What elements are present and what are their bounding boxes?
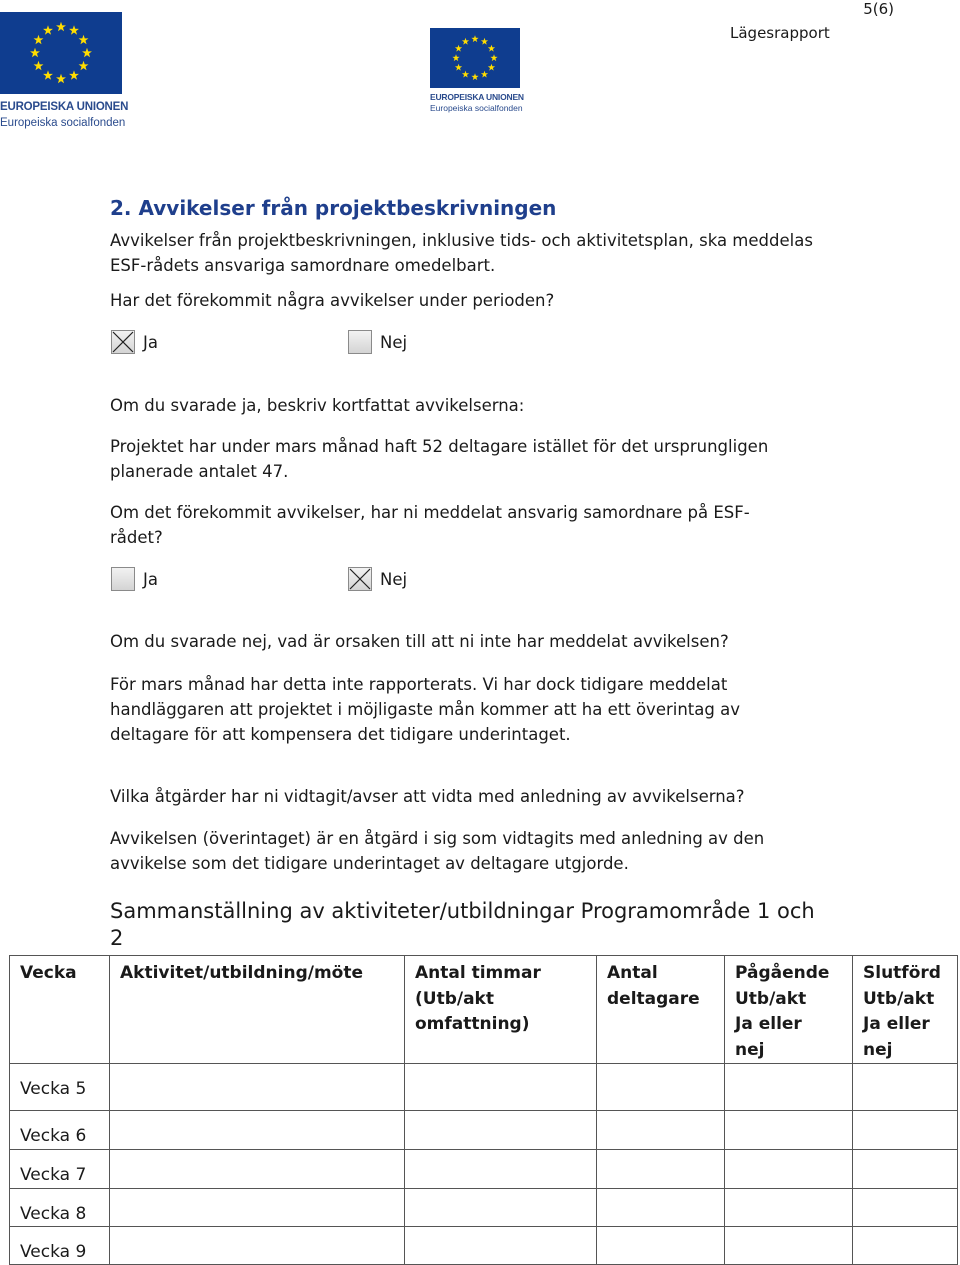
cell-vecka: Vecka 7 — [10, 1150, 110, 1189]
eu-star-icon — [34, 61, 44, 70]
eu-star-icon — [56, 74, 66, 83]
eu-stars-icon — [0, 12, 122, 94]
eu-star-icon — [69, 25, 79, 34]
question-measures: Vilka åtgärder har ni vidtagit/avser att vidta med anledning av avvikelserna? — [110, 787, 745, 806]
checkmark-x-icon — [349, 568, 371, 590]
eu-star-icon — [462, 71, 469, 78]
logo-text-esf: Europeiska socialfonden — [0, 116, 126, 129]
cell-slutford[interactable] — [853, 1150, 958, 1189]
cell-pagaende[interactable] — [725, 1227, 853, 1265]
cell-pagaende[interactable] — [725, 1189, 853, 1227]
question-notified-line-2: rådet? — [110, 528, 163, 547]
table-row — [10, 1111, 958, 1150]
cell-antal-deltagare[interactable] — [597, 1189, 725, 1227]
table-row — [10, 1227, 958, 1265]
summary-title-line-1: Sammanställning av aktiviteter/utbildningar Programområde 1 och — [110, 899, 815, 923]
cell-antal-timmar[interactable] — [405, 1189, 597, 1227]
logo-text-esf: Europeiska socialfonden — [430, 102, 523, 113]
cell-antal-deltagare[interactable] — [597, 1064, 725, 1111]
answer-measures-line-1: Avvikelsen (överintaget) är en åtgärd i sig som vidtagits med anledning av den — [110, 829, 765, 848]
answer-reason-line-3: deltagare för att kompensera det tidigare underintaget. — [110, 725, 571, 744]
eu-star-icon — [82, 48, 92, 57]
cell-antal-timmar[interactable] — [405, 1227, 597, 1265]
checkbox-label-nej: Nej — [380, 333, 408, 352]
eu-flag-icon — [430, 28, 520, 88]
eu-star-icon — [79, 35, 89, 44]
eu-star-icon — [30, 48, 40, 57]
cell-pagaende[interactable] — [725, 1064, 853, 1111]
cell-vecka: Vecka 8 — [10, 1189, 110, 1227]
answer-describe-line-1: Projektet har under mars månad haft 52 deltagare istället för det ursprungligen — [110, 437, 769, 456]
table-row — [10, 1064, 958, 1111]
eu-star-icon — [490, 54, 497, 61]
summary-title-line-2: 2 — [110, 926, 124, 950]
eu-star-icon — [455, 45, 462, 52]
eu-star-icon — [34, 35, 44, 44]
eu-star-icon — [488, 45, 495, 52]
eu-star-icon — [56, 22, 66, 31]
column-header-antal-timmar: Antal timmar (Utb/akt omfattning) — [405, 956, 597, 1064]
cell-vecka: Vecka 5 — [10, 1064, 110, 1111]
eu-star-icon — [43, 70, 53, 79]
eu-star-icon — [481, 38, 488, 45]
column-header-antal-deltagare: Antal deltagare — [597, 956, 725, 1064]
cell-antal-timmar[interactable] — [405, 1111, 597, 1150]
question-notified-line-1: Om det förekommit avvikelser, har ni meddelat ansvarig samordnare på ESF- — [110, 503, 750, 522]
eu-star-icon — [455, 64, 462, 71]
cell-aktivitet[interactable] — [110, 1227, 405, 1265]
cell-slutford[interactable] — [853, 1227, 958, 1265]
question-deviations: Har det förekommit några avvikelser under perioden? — [110, 291, 555, 310]
document-type: Lägesrapport — [730, 24, 830, 42]
logo-text-eu: EUROPEISKA UNIONEN — [430, 92, 524, 102]
cell-antal-timmar[interactable] — [405, 1064, 597, 1111]
column-header-pagaende: Pågående Utb/akt Ja eller nej — [725, 956, 853, 1064]
eu-star-icon — [452, 54, 459, 61]
intro-text-line-2: ESF-rådets ansvariga samordnare omedelbart. — [110, 256, 496, 275]
cell-slutford[interactable] — [853, 1064, 958, 1111]
checkbox-q3-ja[interactable] — [111, 567, 135, 591]
answer-reason-line-1: För mars månad har detta inte rapporterats. Vi har dock tidigare meddelat — [110, 675, 728, 694]
checkbox-label-ja: Ja — [143, 333, 158, 352]
cell-antal-timmar[interactable] — [405, 1150, 597, 1189]
cell-aktivitet[interactable] — [110, 1150, 405, 1189]
checkbox-q1-nej[interactable] — [348, 330, 372, 354]
cell-aktivitet[interactable] — [110, 1064, 405, 1111]
cell-antal-deltagare[interactable] — [597, 1150, 725, 1189]
eu-star-icon — [471, 35, 478, 42]
eu-esf-logo-large — [0, 12, 128, 129]
eu-star-icon — [43, 25, 53, 34]
section-heading: 2. Avvikelser från projektbeskrivningen — [110, 196, 557, 220]
answer-measures-line-2: avvikelse som det tidigare underintaget av deltagare utgjorde. — [110, 854, 629, 873]
cell-antal-deltagare[interactable] — [597, 1227, 725, 1265]
eu-star-icon — [79, 61, 89, 70]
eu-star-icon — [488, 64, 495, 71]
checkbox-q3-nej[interactable] — [348, 567, 372, 591]
table-row — [10, 1189, 958, 1227]
checkmark-x-icon — [112, 331, 134, 353]
eu-star-icon — [69, 70, 79, 79]
column-header-vecka: Vecka — [10, 956, 110, 1064]
cell-slutford[interactable] — [853, 1189, 958, 1227]
activities-table — [9, 955, 958, 1265]
cell-vecka: Vecka 9 — [10, 1227, 110, 1265]
cell-slutford[interactable] — [853, 1111, 958, 1150]
cell-vecka: Vecka 6 — [10, 1111, 110, 1150]
logo-text-eu: EUROPEISKA UNIONEN — [0, 101, 129, 113]
eu-star-icon — [481, 71, 488, 78]
table-row — [10, 1150, 958, 1189]
question-describe: Om du svarade ja, beskriv kortfattat avvikelserna: — [110, 396, 525, 415]
cell-pagaende[interactable] — [725, 1111, 853, 1150]
table-header-row — [10, 956, 958, 1064]
checkbox-q1-ja[interactable] — [111, 330, 135, 354]
cell-antal-deltagare[interactable] — [597, 1111, 725, 1150]
eu-star-icon — [471, 73, 478, 80]
eu-esf-logo-small — [430, 28, 524, 112]
column-header-aktivitet: Aktivitet/utbildning/möte — [110, 956, 405, 1064]
eu-star-icon — [462, 38, 469, 45]
cell-pagaende[interactable] — [725, 1150, 853, 1189]
eu-stars-icon — [430, 28, 520, 88]
question-reason: Om du svarade nej, vad är orsaken till att ni inte har meddelat avvikelsen? — [110, 632, 729, 651]
intro-text-line-1: Avvikelser från projektbeskrivningen, inklusive tids- och aktivitetsplan, ska meddelas — [110, 231, 813, 250]
eu-flag-icon — [0, 12, 122, 94]
column-header-slutford: Slutförd Utb/akt Ja eller nej — [853, 956, 958, 1064]
cell-aktivitet[interactable] — [110, 1189, 405, 1227]
summary-title — [110, 898, 870, 952]
page-number: 5(6) — [863, 0, 894, 18]
checkbox-label-ja: Ja — [143, 570, 158, 589]
answer-reason-line-2: handläggaren att projektet i möjligaste mån kommer att ha ett överintag av — [110, 700, 740, 719]
checkbox-label-nej: Nej — [380, 570, 408, 589]
cell-aktivitet[interactable] — [110, 1111, 405, 1150]
answer-describe-line-2: planerade antalet 47. — [110, 462, 289, 481]
